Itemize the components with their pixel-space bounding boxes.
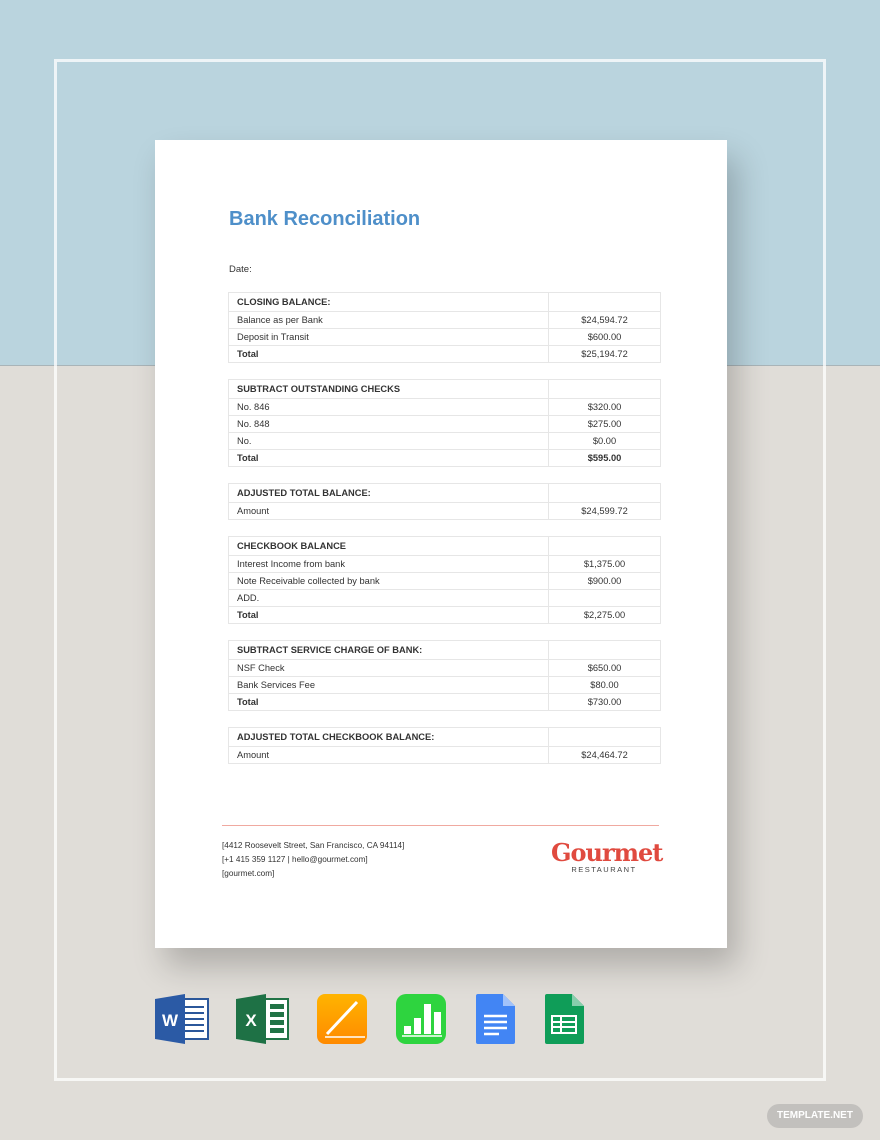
logo-name: Gourmet xyxy=(551,838,663,867)
table-section xyxy=(228,379,661,467)
section-header: ADJUSTED TOTAL BALANCE: xyxy=(229,484,549,503)
table-section xyxy=(228,640,661,711)
empty-cell xyxy=(549,380,661,399)
row-value: $24,599.72 xyxy=(549,503,661,520)
row-label: Total xyxy=(229,450,549,467)
row-label: Bank Services Fee xyxy=(229,677,549,694)
website: [gourmet.com] xyxy=(222,869,275,878)
table-section xyxy=(228,727,661,764)
logo-sub: RESTAURANT xyxy=(571,865,637,874)
table-header-row xyxy=(229,293,661,312)
contact: [+1 415 359 1127 | hello@gourmet.com] xyxy=(222,855,368,864)
row-value: $595.00 xyxy=(549,450,661,467)
row-label: Total xyxy=(229,346,549,363)
table-section xyxy=(228,536,661,624)
excel-icon[interactable] xyxy=(236,994,290,1044)
empty-cell xyxy=(549,728,661,747)
row-label: Deposit in Transit xyxy=(229,329,549,346)
section-header: CHECKBOOK BALANCE xyxy=(229,537,549,556)
table-row xyxy=(229,573,661,590)
table-header-row xyxy=(229,537,661,556)
row-label: Total xyxy=(229,607,549,624)
row-value: $320.00 xyxy=(549,399,661,416)
table-row xyxy=(229,590,661,607)
table-header-row xyxy=(229,728,661,747)
table-row xyxy=(229,312,661,329)
table-row xyxy=(229,660,661,677)
row-label: No. 846 xyxy=(229,399,549,416)
footer-divider xyxy=(222,825,659,826)
table-header-row xyxy=(229,484,661,503)
row-value: $900.00 xyxy=(549,573,661,590)
row-label: Amount xyxy=(229,747,549,764)
pages-icon[interactable] xyxy=(317,994,367,1044)
row-value: $0.00 xyxy=(549,433,661,450)
svg-text:X: X xyxy=(245,1011,257,1030)
google-docs-icon[interactable] xyxy=(475,994,517,1044)
row-label: Note Receivable collected by bank xyxy=(229,573,549,590)
svg-text:W: W xyxy=(161,1011,179,1030)
table-section xyxy=(228,483,661,520)
table-header-row xyxy=(229,641,661,660)
table-row xyxy=(229,677,661,694)
row-value: $24,594.72 xyxy=(549,312,661,329)
table-row xyxy=(229,346,661,363)
empty-cell xyxy=(549,293,661,312)
row-label: No. xyxy=(229,433,549,450)
row-label: Total xyxy=(229,694,549,711)
row-label: NSF Check xyxy=(229,660,549,677)
document-page xyxy=(155,140,727,948)
row-value: $2,275.00 xyxy=(549,607,661,624)
table-row xyxy=(229,694,661,711)
table-row xyxy=(229,503,661,520)
section-header: CLOSING BALANCE: xyxy=(229,293,549,312)
footer-address xyxy=(222,839,404,881)
section-header: SUBTRACT SERVICE CHARGE OF BANK: xyxy=(229,641,549,660)
row-value xyxy=(549,590,661,607)
row-label: ADD. xyxy=(229,590,549,607)
table-section xyxy=(228,292,661,363)
address: [4412 Roosevelt Street, San Francisco, CA 94114] xyxy=(222,841,405,850)
table-header-row xyxy=(229,380,661,399)
table-row xyxy=(229,399,661,416)
date-label: Date: xyxy=(229,264,252,275)
page-title: Bank Reconciliation xyxy=(229,208,421,230)
table-row xyxy=(229,329,661,346)
section-header: ADJUSTED TOTAL CHECKBOOK BALANCE: xyxy=(229,728,549,747)
google-sheets-icon[interactable] xyxy=(544,994,586,1044)
row-value: $80.00 xyxy=(549,677,661,694)
row-value: $24,464.72 xyxy=(549,747,661,764)
word-icon[interactable] xyxy=(155,994,209,1044)
template-net-badge[interactable]: TEMPLATE.NET xyxy=(767,1104,863,1128)
tables xyxy=(228,292,661,780)
row-label: Interest Income from bank xyxy=(229,556,549,573)
row-value: $650.00 xyxy=(549,660,661,677)
table-row xyxy=(229,433,661,450)
row-value: $730.00 xyxy=(549,694,661,711)
empty-cell xyxy=(549,641,661,660)
row-label: Amount xyxy=(229,503,549,520)
row-value: $600.00 xyxy=(549,329,661,346)
numbers-icon[interactable] xyxy=(396,994,446,1044)
row-value: $1,375.00 xyxy=(549,556,661,573)
gourmet-logo xyxy=(551,838,663,874)
empty-cell xyxy=(549,484,661,503)
row-value: $25,194.72 xyxy=(549,346,661,363)
table-row xyxy=(229,450,661,467)
row-label: Balance as per Bank xyxy=(229,312,549,329)
table-row xyxy=(229,416,661,433)
table-row xyxy=(229,556,661,573)
row-value: $275.00 xyxy=(549,416,661,433)
empty-cell xyxy=(549,537,661,556)
row-label: No. 848 xyxy=(229,416,549,433)
section-header: SUBTRACT OUTSTANDING CHECKS xyxy=(229,380,549,399)
table-row xyxy=(229,607,661,624)
table-row xyxy=(229,747,661,764)
